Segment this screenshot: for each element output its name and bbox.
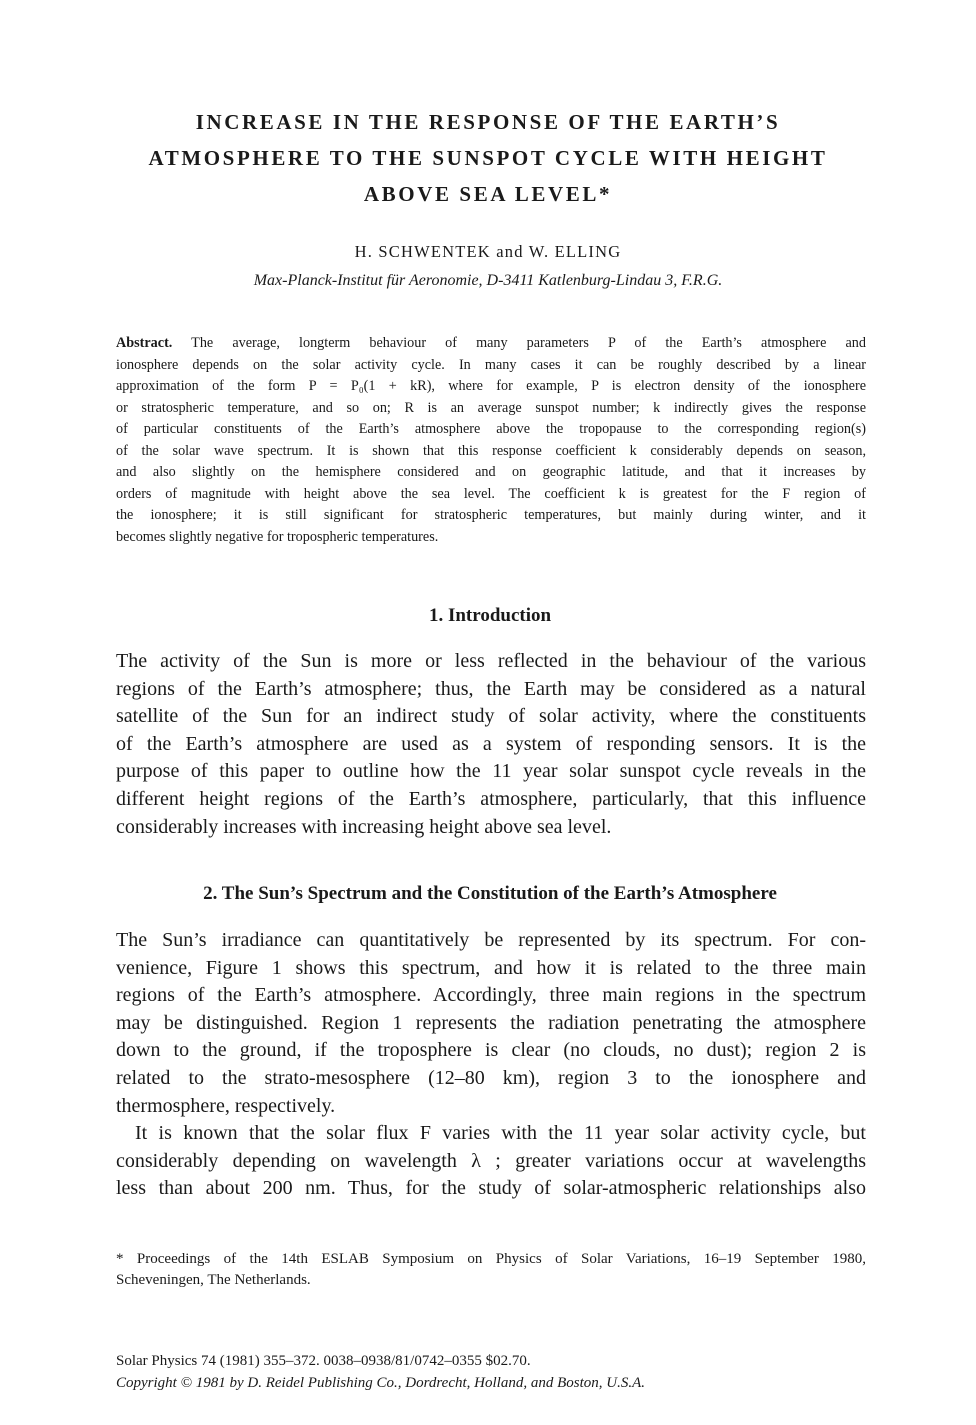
title-line: INCREASE IN THE RESPONSE OF THE EARTH’S	[195, 110, 781, 134]
body-line: of the Earth’s atmosphere are used as a system of responding sensors. It is the	[116, 732, 866, 755]
abstract-line: and also slightly on the hemisphere considered and on geographic latitude, and that it increases by	[116, 464, 866, 480]
footnote	[116, 1249, 866, 1291]
body-line: considerably increases with increasing height above sea level.	[116, 815, 612, 838]
body-line: related to the strato-mesosphere (12–80 km), region 3 to the ionosphere and	[116, 1066, 866, 1089]
body-line: regions of the Earth’s atmosphere; thus, the Earth may be considered as a natural	[116, 677, 866, 700]
abstract-line: becomes slightly negative for tropospheric temperatures.	[116, 528, 439, 545]
abstract-line: approximation of the form P = P₀(1 + kR), where for example, P is electron density of the ionosphere	[116, 378, 866, 394]
abstract-line: of the solar wave spectrum. It is shown that this response coefficient k considerably depends on season,	[116, 442, 866, 459]
body-line: It is known that the solar flux F varies with the 11 year solar activity cycle, but	[135, 1122, 866, 1145]
abstract-line: the ionosphere; it is still significant for stratospheric temperatures, but mainly during winter, and it	[116, 507, 866, 523]
footnote-line: Scheveningen, The Netherlands.	[116, 1272, 311, 1288]
body-line: may be distinguished. Region 1 represents the radiation penetrating the atmosphere	[116, 1011, 866, 1034]
affiliation: Max-Planck-Institut für Aeronomie, D-3411 Katlenburg-Lindau 3, F.R.G.	[253, 272, 723, 289]
body-line: down to the ground, if the troposphere is clear (no clouds, no dust); region 2 is	[116, 1039, 866, 1062]
spectrum-paragraphs	[116, 927, 866, 1203]
body-line: purpose of this paper to outline how the 11 year solar sunspot cycle reveals in the	[116, 760, 866, 783]
body-line: different height regions of the Earth’s atmosphere, particularly, that this influence	[116, 787, 866, 810]
body-line: The activity of the Sun is more or less reflected in the behaviour of the various	[116, 650, 866, 672]
copyright-line: Copyright © 1981 by D. Reidel Publishing Co., Dordrecht, Holland, and Boston, U.S.A.	[116, 1375, 645, 1391]
body-line: venience, Figure 1 shows this spectrum, and how it is related to the three main	[116, 956, 866, 979]
body-line: satellite of the Sun for an indirect study of solar activity, where the constituents	[116, 705, 866, 728]
paper-title	[100, 104, 876, 212]
title-line: ABOVE SEA LEVEL*	[363, 182, 613, 206]
section-heading-spectrum: 2. The Sun’s Spectrum and the Constitution of the Earth’s Atmosphere	[203, 883, 777, 904]
section-heading-introduction: 1. Introduction	[428, 605, 552, 626]
title-line: ATMOSPHERE TO THE SUNSPOT CYCLE WITH HEIGHT	[148, 146, 828, 170]
body-line: regions of the Earth’s atmosphere. Accordingly, three main regions in the spectrum	[116, 984, 866, 1007]
journal-info	[116, 1350, 866, 1394]
body-line: considerably depending on wavelength λ ; greater variations occur at wavelengths	[116, 1149, 866, 1172]
abstract-line: ionosphere depends on the solar activity cycle. In many cases it can be roughly described by a linear	[116, 356, 866, 373]
abstract-line: The average, longterm behaviour of many parameters P of the Earth’s atmosphere and	[191, 335, 866, 351]
abstract	[116, 333, 866, 548]
body-line: The Sun’s irradiance can quantitatively be represented by its spectrum. For con-	[116, 929, 866, 951]
body-line: thermosphere, respectively.	[116, 1094, 336, 1117]
abstract-line: of particular constituents of the Earth’s atmosphere above the tropopause to the corresponding region(s)	[116, 421, 866, 437]
introduction-paragraph	[116, 648, 866, 841]
journal-citation: Solar Physics 74 (1981) 355–372. 0038–0938/81/0742–0355 $02.70.	[116, 1353, 531, 1369]
abstract-line-first	[116, 333, 866, 355]
abstract-line: orders of magnitude with height above the sea level. The coefficient k is greatest for the F region of	[116, 485, 866, 502]
abstract-label: Abstract.	[116, 335, 173, 351]
abstract-line: or stratospheric temperature, and so on; R is an average sunspot number; k indirectly gives the response	[116, 399, 866, 416]
authors: H. SCHWENTEK and W. ELLING	[354, 242, 622, 261]
footnote-line: * Proceedings of the 14th ESLAB Symposium on Physics of Solar Variations, 16–19 September 1980,	[116, 1251, 866, 1267]
body-line: less than about 200 nm. Thus, for the study of solar-atmospheric relationships also	[116, 1177, 866, 1200]
